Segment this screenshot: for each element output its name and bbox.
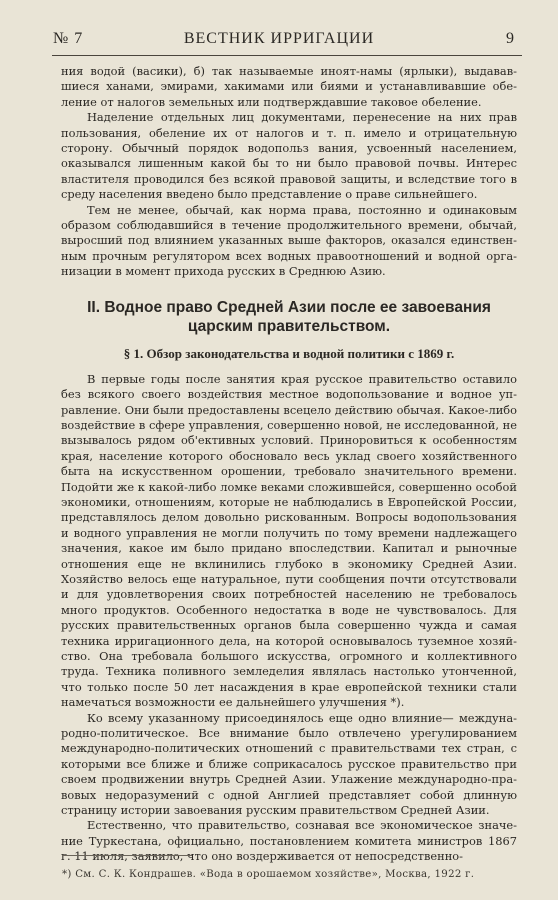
running-header xyxy=(0,28,558,50)
paragraph: Естественно, что правительство, сознавая все экономическое значение Туркестана, официально, постановлением комитета министров 1867 г. 11 июля, заявило, что оно воздерживается от непосредственно- xyxy=(61,818,517,864)
section-heading: II. Водное право Средней Азии после ее завоевания царским правительством. xyxy=(87,298,491,335)
paragraph: ния водой (васики), б) так называемые иноят-намы (ярлыки), выдававшиеся ханами, эмирами, хакимами или биями и устанавливавшие обеление от налогов земельных или подтверждавшие таковое обеление. xyxy=(61,64,517,109)
paragraph: Наделение отдельных лиц документами, перенесение на них прав пользования, обеление их от налогов и т. п. имело и отрицательную сторону. Обычный порядок водопольз вания, усвоенный населением, оказывался лишенным какой бы то ни было правовой почвы. Интерес властителя проводился без всякой правовой защиты, и вследствие того в среду населения введено было представление о праве сильнейшего. xyxy=(61,110,517,202)
footnote: *) См. С. К. Кондрашев. «Вода в орошаемом хозяйстве», Москва, 1922 г. xyxy=(62,869,475,880)
page-number: 9 xyxy=(506,30,515,47)
issue-number: № 7 xyxy=(53,30,84,47)
journal-title: ВЕСТНИК ИРРИГАЦИИ xyxy=(183,30,375,47)
paragraph: Ко всему указанному присоединялось еще одно влияние— международно-политическое. Все внимание было отвлечено урегулированием международно-политических отношений с правительствами тех стран, с которыми все ближе и ближе соприкасалось русское правительство при своем продвижении внутрь Средней Азии. Улажение международно-правовых недоразумений с одной Англией представляет собой длинную страницу истории завоевания русским правительством Средней Азии. xyxy=(61,710,517,818)
page-body xyxy=(61,64,517,865)
paragraph: Тем не менее, обычай, как норма права, постоянно и одинаковым образом соблюдавшийся в течение продолжительного времени, обычай, выросший под влиянием указанных выше факторов, оказался единственным прочным регулятором всех водных правоотношений и водной организации в момент прихода русских в Среднюю Азию. xyxy=(61,202,517,279)
paragraph: В первые годы после занятия края русское правительство оставило без всякого своего воздействия местное водопользование и водное управление. Они были предоставлены всецело действию обычая. Какое-либо воздействие в сфере управления, совершенно новой, не исследованной, не вызывалось рядом об'ективных условий. Приноровиться к особенностям края, население которого обосновало весь уклад своего хозяйственного быта на искусственном орошении, требовало значительного времени. Подойти же к какой-либо ломке веками сложившейся, совершенно особой экономики, отношениям, которые не наблюдались в Европейской России, представлялось делом довольно рискованным. Вопросы водопользования и водного управления не могли получить по тому времени надлежащего значения, какое им было придано впоследствии. Капитал и рыночные отношения еще не вклинились глубоко в экономику Средней Азии. Хозяйство велось еще натуральное, пути сообщения почти отсутствовали и для удовлетворения своих потребностей населению не требовалось много продуктов. Особенного недостатка в воде не чувствовалось. Для русских правительственных органов была совершенно чужда и самая техника ирригационного дела, на которой основывалось туземное хозяйство. Она требовала большого искусства, огромного и коллективного труда. Техника поливного земледелия являлась настолько утонченной, что только после 50 лет насаждения в крае европейской техники стали намечаться возможности ее дальнейшего улучшения *). xyxy=(61,371,517,710)
subsection-heading: § 1. Обзор законодательства и водной политики с 1869 г. xyxy=(123,345,455,361)
footnote-rule xyxy=(62,855,192,856)
header-rule xyxy=(52,55,522,56)
